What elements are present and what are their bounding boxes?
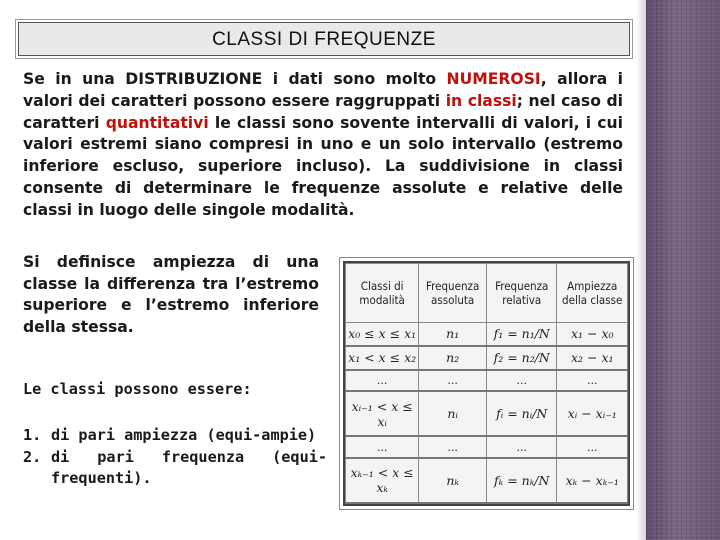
table-cell: x₂ − x₁ (557, 346, 628, 370)
list-number: 2. (23, 447, 42, 466)
table-cell: f₂ = n₂/N (486, 346, 557, 370)
table-row (346, 370, 628, 391)
table-cell: n₂ (419, 346, 487, 370)
table-header-row (346, 264, 628, 323)
intro-text-3: ; nel caso di caratteri (23, 91, 623, 132)
intro-text-4: le classi sono sovente intervalli di valori, i cui valori estremi siano compresi in uno e un solo intervallo (estremo inferiore escluso, superiore incluso). La suddivisione in classi consente di determinare le frequenze assolute e relative delle classi in luogo delle singole modalità. (23, 113, 623, 219)
list-item (23, 425, 327, 447)
table-cell: ... (486, 436, 557, 457)
header-classi: Classi di modalità (346, 264, 419, 323)
intro-paragraph (23, 69, 623, 222)
table-cell: f₁ = n₁/N (486, 323, 557, 346)
table-cell: ... (486, 370, 557, 391)
table-cell: ... (346, 436, 419, 457)
frequency-table-figure (343, 261, 630, 506)
table-row (346, 391, 628, 436)
page-title: CLASSI DI FREQUENZE (212, 29, 436, 50)
header-ampiezza: Ampiezza della classe (557, 264, 628, 323)
table-cell: ... (419, 370, 487, 391)
header-frequenza-assoluta: Frequenza assoluta (419, 264, 487, 323)
table-cell: ... (557, 370, 628, 391)
types-list (23, 425, 327, 490)
keyword-quantitativi: quantitativi (105, 113, 209, 132)
decorative-side-band (646, 0, 720, 540)
table-cell: nᵢ (419, 391, 487, 436)
table-cell: x₁ < x ≤ x₂ (346, 346, 419, 370)
definition-paragraph: Si definisce ampiezza di una classe la differenza tra l’estremo superiore e l’estremo inferiore della stessa. (23, 253, 319, 336)
table-row (346, 346, 628, 370)
table-row (346, 458, 628, 503)
table-row (346, 323, 628, 346)
side-band-shadow (636, 0, 646, 540)
table-cell: x₀ ≤ x ≤ x₁ (346, 323, 419, 346)
header-frequenza-relativa: Frequenza relativa (486, 264, 557, 323)
table-cell: fₖ = nₖ/N (486, 458, 557, 503)
table-cell: x₁ − x₀ (557, 323, 628, 346)
table-cell: xᵢ − xᵢ₋₁ (557, 391, 628, 436)
list-text: di pari ampiezza (equi-ampie) (51, 426, 317, 444)
list-text: di pari frequenza (equi-frequenti). (51, 447, 327, 488)
keyword-in-classi: in classi (445, 91, 517, 110)
frequency-table (345, 263, 628, 504)
table-cell: ... (557, 436, 628, 457)
types-title: Le classi possono essere: (23, 380, 252, 398)
list-number: 1. (23, 426, 42, 444)
table-cell: xᵢ₋₁ < x ≤ xᵢ (346, 391, 419, 436)
table-cell: nₖ (419, 458, 487, 503)
keyword-numerosi: NUMEROSI (446, 70, 541, 88)
table-cell: xₖ₋₁ < x ≤ xₖ (346, 458, 419, 503)
table-cell: ... (346, 370, 419, 391)
list-item (23, 447, 327, 490)
table-cell: n₁ (419, 323, 487, 346)
table-row (346, 436, 628, 457)
intro-text-1: Se in una DISTRIBUZIONE i dati sono molto (23, 70, 447, 88)
table-cell: fᵢ = nᵢ/N (486, 391, 557, 436)
table-cell: ... (419, 436, 487, 457)
title-box (18, 22, 630, 56)
table-cell: xₖ − xₖ₋₁ (557, 458, 628, 503)
intro-text-2: , allora i valori dei caratteri possono essere raggruppati (23, 70, 623, 110)
